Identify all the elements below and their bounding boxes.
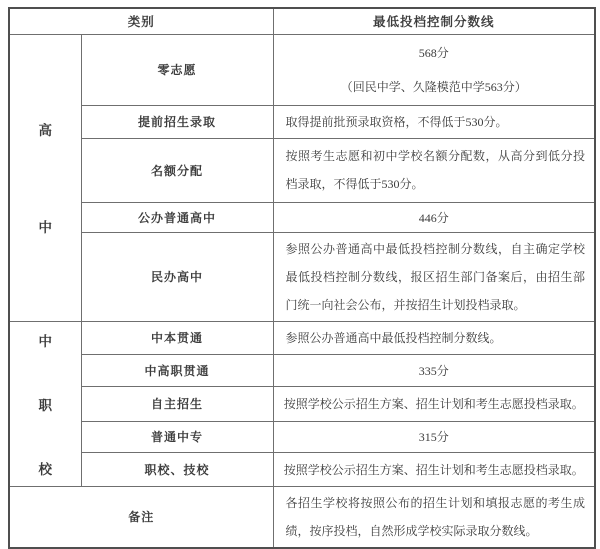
- table-row: [9, 202, 595, 232]
- header-category: 类别: [9, 8, 273, 34]
- score-note: （回民中学、久隆模范中学563分）: [340, 79, 527, 94]
- group-char: 校: [38, 461, 52, 477]
- row-label-lingzhiyuan: 零志愿: [81, 34, 273, 105]
- row-value-zhonggaozhi: 335分: [273, 354, 595, 386]
- table-row: [9, 321, 595, 354]
- score-line-table: [8, 7, 596, 549]
- group-cell-zhongzhixiao: [9, 321, 81, 486]
- table-row: [9, 34, 595, 105]
- row-value-lingzhiyuan: [273, 34, 595, 105]
- row-label-zhonggaozhi: 中高职贯通: [81, 354, 273, 386]
- table-row: [9, 452, 595, 486]
- table-row: [9, 232, 595, 321]
- table-row: [9, 354, 595, 386]
- row-value-gongban: 446分: [273, 202, 595, 232]
- header-score-line: 最低投档控制分数线: [273, 8, 595, 34]
- group-label-zhongzhixiao: [11, 324, 80, 484]
- group-char: 中: [38, 220, 52, 236]
- table-row: [9, 105, 595, 138]
- row-label-zhongben: 中本贯通: [81, 321, 273, 354]
- remark-label: 备注: [9, 486, 273, 548]
- row-value-minban: 参照公办普通高中最低投档控制分数线，自主确定学校最低投档控制分数线，报区招生部门备案后，由招生部门统一向社会公布，并按招生计划投档录取。: [273, 232, 595, 321]
- group-char: 中: [38, 333, 52, 349]
- row-label-gongban: 公办普通高中: [81, 202, 273, 232]
- row-label-zizhu: 自主招生: [81, 386, 273, 421]
- group-cell-gaozhong: [9, 34, 81, 321]
- score-main: 568分: [418, 45, 449, 60]
- table-header-row: [9, 8, 595, 34]
- group-char: 职: [38, 397, 52, 413]
- row-value-zizhu: 按照学校公示招生方案、招生计划和考生志愿投档录取。: [273, 386, 595, 421]
- row-value-putong: 315分: [273, 421, 595, 452]
- group-label-gaozhong: [11, 42, 80, 314]
- row-label-tiqian: 提前招生录取: [81, 105, 273, 138]
- row-value-zhixiao: 按照学校公示招生方案、招生计划和考生志愿投档录取。: [273, 452, 595, 486]
- remark-value: 各招生学校将按照公布的招生计划和填报志愿的考生成绩，按序投档，自然形成学校实际录取分数线。: [273, 486, 595, 548]
- row-label-zhixiao: 职校、技校: [81, 452, 273, 486]
- group-char: 高: [38, 122, 52, 138]
- table-row: [9, 421, 595, 452]
- row-label-minge: 名额分配: [81, 138, 273, 202]
- row-value-zhongben: 参照公办普通高中最低投档控制分数线。: [273, 321, 595, 354]
- row-label-putong: 普通中专: [81, 421, 273, 452]
- row-value-tiqian: 取得提前批预录取资格，不得低于530分。: [273, 105, 595, 138]
- remark-row: [9, 486, 595, 548]
- row-value-minge: 按照考生志愿和初中学校名额分配数，从高分到低分投档录取，不得低于530分。: [273, 138, 595, 202]
- table-row: [9, 386, 595, 421]
- row-label-minban: 民办高中: [81, 232, 273, 321]
- table-row: [9, 138, 595, 202]
